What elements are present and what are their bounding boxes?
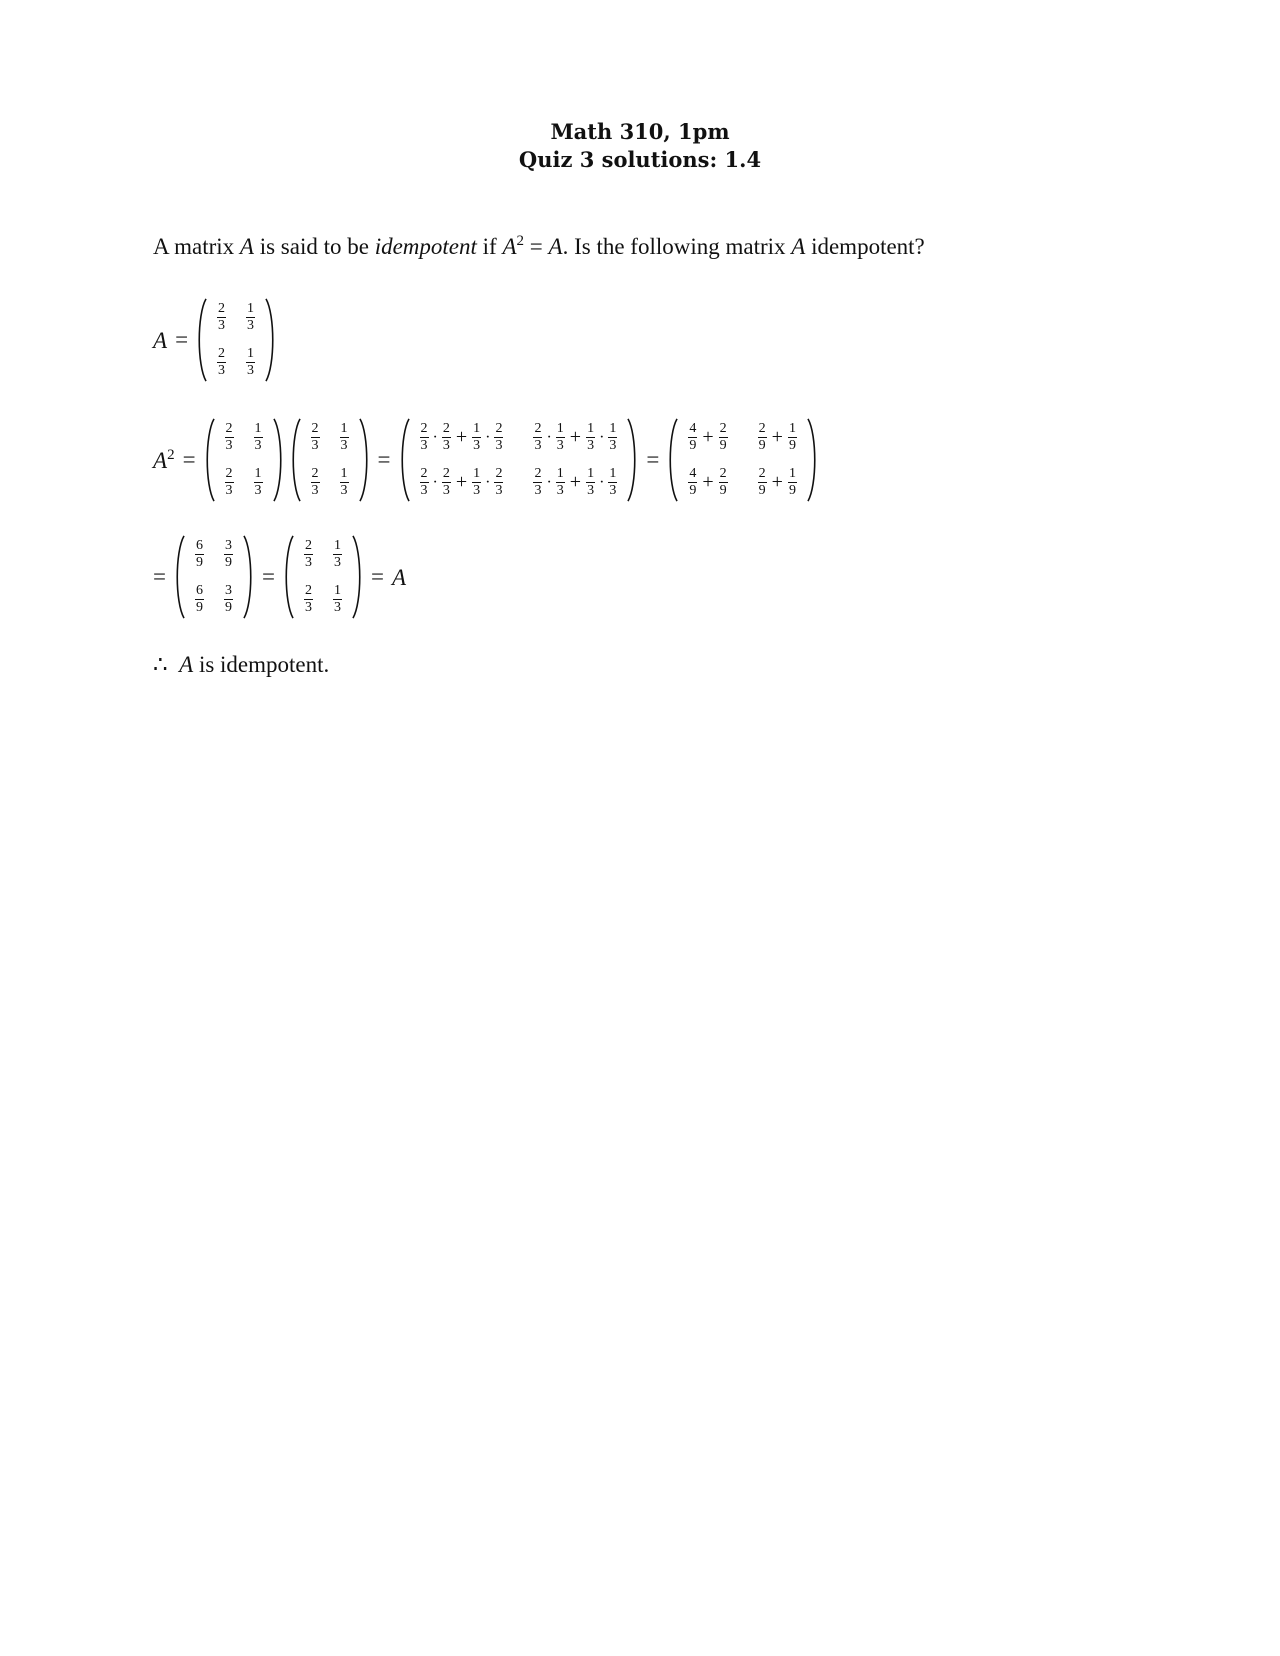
- matrix-entry: [223, 539, 234, 570]
- fraction: [217, 302, 226, 333]
- numerator: 2: [311, 466, 319, 481]
- fraction: [311, 467, 320, 498]
- therefore-symbol: ∴: [153, 652, 168, 677]
- matrix-A: [196, 298, 276, 382]
- fraction: [217, 347, 226, 378]
- plus-sign: +: [569, 426, 582, 448]
- denominator: 3: [340, 438, 348, 453]
- denominator: 3: [442, 483, 450, 498]
- quiz-header: [0, 118, 1280, 174]
- math-var: A: [179, 652, 194, 677]
- denominator: 9: [719, 483, 727, 498]
- fraction: [224, 584, 233, 615]
- plus-sign: +: [455, 426, 468, 448]
- math-var: A: [153, 327, 168, 353]
- matrix-entries: [411, 418, 627, 502]
- left-paren: [204, 418, 216, 502]
- denominator: 3: [254, 483, 262, 498]
- numerator: 2: [304, 538, 312, 553]
- math-var: $A^2$: [153, 446, 175, 473]
- fraction: [586, 467, 595, 498]
- numerator: 2: [758, 466, 766, 481]
- right-paren: [242, 535, 254, 619]
- multiply-dot: ·: [485, 428, 491, 446]
- equals-sign: =: [370, 564, 384, 589]
- numerator: 1: [609, 421, 617, 436]
- denominator: 9: [195, 555, 203, 570]
- numerator: 2: [225, 466, 233, 481]
- conclusion: [153, 650, 329, 680]
- matrix-entry: [224, 467, 235, 498]
- equals-sign: =: [175, 327, 189, 352]
- matrix-entry: [245, 347, 256, 378]
- denominator: 3: [495, 483, 503, 498]
- denominator: 3: [473, 483, 481, 498]
- problem-text: if: [476, 234, 503, 259]
- numerator: 2: [420, 421, 428, 436]
- fraction: [304, 584, 313, 615]
- matrix-entry: [216, 347, 227, 378]
- matrix-entry: [687, 422, 728, 453]
- matrix-entry: [532, 467, 618, 498]
- denominator: 3: [420, 438, 428, 453]
- plus-sign: +: [569, 471, 582, 493]
- math-var: A: [502, 234, 517, 259]
- numerator: 1: [333, 538, 341, 553]
- fraction: [758, 422, 767, 453]
- numerator: 1: [788, 421, 796, 436]
- square-computation: [153, 418, 818, 502]
- problem-text: A matrix: [153, 234, 240, 259]
- denominator: 3: [254, 438, 262, 453]
- denominator: 9: [689, 483, 697, 498]
- denominator: 3: [340, 483, 348, 498]
- numerator: 1: [788, 466, 796, 481]
- numerator: 2: [719, 466, 727, 481]
- denominator: 3: [587, 483, 595, 498]
- matrix-entry: [253, 467, 264, 498]
- fraction: [304, 539, 313, 570]
- fraction: [420, 467, 429, 498]
- matrix-A-factor-right: [290, 418, 370, 502]
- fraction: [195, 539, 204, 570]
- multiply-dot: ·: [432, 428, 438, 446]
- denominator: 3: [587, 438, 595, 453]
- denominator: 9: [224, 555, 232, 570]
- course-title: Math 310, 1pm: [550, 119, 730, 144]
- numerator: 2: [534, 466, 542, 481]
- plus-sign: +: [455, 471, 468, 493]
- matrix-entry: [245, 302, 256, 333]
- definition-of-A: [153, 298, 276, 382]
- fraction: [788, 422, 797, 453]
- fraction: [340, 467, 349, 498]
- denominator: 3: [225, 483, 233, 498]
- numerator: 2: [719, 421, 727, 436]
- equals-sign: =: [261, 564, 275, 589]
- matrix-ninths: [174, 535, 254, 619]
- numerator: 2: [442, 466, 450, 481]
- denominator: 3: [218, 318, 226, 333]
- denominator: 3: [333, 555, 341, 570]
- fraction: [688, 467, 697, 498]
- denominator: 3: [534, 438, 542, 453]
- plus-sign: +: [771, 471, 783, 493]
- fraction: [472, 422, 481, 453]
- fraction: [442, 467, 451, 498]
- numerator: 1: [254, 466, 262, 481]
- numerator: 2: [534, 421, 542, 436]
- numerator: 1: [254, 421, 262, 436]
- denominator: 3: [556, 438, 564, 453]
- problem-text: . Is the following matrix: [562, 234, 792, 259]
- matrix-entry: [253, 422, 264, 453]
- left-paren: [667, 418, 679, 502]
- matrix-entry: [224, 422, 235, 453]
- matrix-entry: [223, 584, 234, 615]
- fraction: [556, 422, 565, 453]
- fraction: [333, 584, 342, 615]
- math-var: A: [239, 234, 254, 259]
- fraction: [246, 302, 255, 333]
- fraction: [788, 467, 797, 498]
- numerator: 1: [247, 301, 255, 316]
- numerator: 6: [195, 583, 203, 598]
- matrix-entries: [679, 418, 806, 502]
- fraction: [758, 467, 767, 498]
- matrix-entries: [302, 418, 358, 502]
- numerator: 1: [587, 421, 595, 436]
- math-var: A: [548, 234, 563, 259]
- fraction: [340, 422, 349, 453]
- fraction: [719, 422, 728, 453]
- numerator: 1: [556, 421, 564, 436]
- math-var: A: [391, 564, 407, 590]
- denominator: 3: [534, 483, 542, 498]
- multiply-dot: ·: [599, 473, 605, 491]
- numerator: 2: [218, 346, 226, 361]
- right-paren: [272, 418, 284, 502]
- matrix-entries: [186, 535, 242, 619]
- matrix-entries: [208, 298, 264, 382]
- matrix-entry: [339, 467, 350, 498]
- plus-sign: +: [771, 426, 783, 448]
- fraction: [472, 467, 481, 498]
- denominator: 3: [556, 483, 564, 498]
- fraction: [688, 422, 697, 453]
- right-paren: [806, 418, 818, 502]
- problem-text: idempotent?: [805, 234, 925, 259]
- fraction: [442, 422, 451, 453]
- math-var: A: [791, 234, 806, 259]
- denominator: 3: [218, 363, 226, 378]
- denominator: 3: [495, 438, 503, 453]
- multiply-dot: ·: [546, 473, 552, 491]
- matrix-entry: [757, 422, 798, 453]
- defined-term: idempotent: [374, 234, 477, 259]
- matrix-entry: [757, 467, 798, 498]
- matrix-thirds: [283, 535, 363, 619]
- problem-statement: [153, 232, 1153, 262]
- fraction: [556, 467, 565, 498]
- fraction: [333, 539, 342, 570]
- numerator: 1: [340, 466, 348, 481]
- denominator: 9: [758, 438, 766, 453]
- denominator: 9: [788, 438, 796, 453]
- denominator: 3: [442, 438, 450, 453]
- fraction: [533, 422, 542, 453]
- matrix-entry: [310, 467, 321, 498]
- fraction: [225, 467, 234, 498]
- numerator: 4: [689, 421, 697, 436]
- numerator: 6: [195, 538, 203, 553]
- plus-sign: +: [702, 471, 714, 493]
- problem-text: is said to be: [253, 234, 375, 259]
- fraction: [254, 422, 263, 453]
- fraction: [494, 422, 503, 453]
- denominator: 3: [311, 483, 319, 498]
- multiply-dot: ·: [485, 473, 491, 491]
- denominator: 9: [719, 438, 727, 453]
- right-paren: [358, 418, 370, 502]
- matrix-entries: [216, 418, 272, 502]
- numerator: 2: [495, 466, 503, 481]
- equals-sign: =: [646, 447, 660, 472]
- fraction: [719, 467, 728, 498]
- problem-text: =: [524, 234, 549, 259]
- numerator: 2: [225, 421, 233, 436]
- multiply-dot: ·: [432, 473, 438, 491]
- denominator: 9: [788, 483, 796, 498]
- numerator: 2: [758, 421, 766, 436]
- numerator: 2: [442, 421, 450, 436]
- fraction: [608, 422, 617, 453]
- matrix-A-factor-left: [204, 418, 284, 502]
- denominator: 3: [333, 600, 341, 615]
- numerator: 1: [587, 466, 595, 481]
- matrix-entry: [332, 584, 343, 615]
- multiply-dot: ·: [546, 428, 552, 446]
- matrix-entry: [339, 422, 350, 453]
- right-paren: [351, 535, 363, 619]
- matrix-entry: [310, 422, 321, 453]
- denominator: 3: [304, 600, 312, 615]
- fraction: [586, 422, 595, 453]
- numerator: 2: [311, 421, 319, 436]
- denominator: 3: [609, 438, 617, 453]
- denominator: 3: [473, 438, 481, 453]
- matrix-entry: [194, 584, 205, 615]
- equals-sign: =: [153, 564, 166, 589]
- right-paren: [626, 418, 638, 502]
- fraction: [195, 584, 204, 615]
- matrix-entry: [419, 422, 505, 453]
- numerator: 3: [224, 583, 232, 598]
- left-paren: [196, 298, 208, 382]
- numerator: 1: [333, 583, 341, 598]
- fraction: [420, 422, 429, 453]
- denominator: 9: [224, 600, 232, 615]
- left-paren: [399, 418, 411, 502]
- conclusion-text: is idempotent.: [193, 652, 330, 677]
- equals-sign: =: [377, 447, 391, 472]
- numerator: 2: [218, 301, 226, 316]
- numerator: 3: [224, 538, 232, 553]
- fraction: [224, 539, 233, 570]
- numerator: 2: [495, 421, 503, 436]
- exponent: 2: [516, 233, 525, 249]
- denominator: 3: [304, 555, 312, 570]
- fraction: [254, 467, 263, 498]
- matrix-product-expansion: [399, 418, 639, 502]
- denominator: 3: [420, 483, 428, 498]
- left-paren: [174, 535, 186, 619]
- numerator: 1: [556, 466, 564, 481]
- matrix-entry: [532, 422, 618, 453]
- fraction: [608, 467, 617, 498]
- denominator: 9: [758, 483, 766, 498]
- numerator: 1: [340, 421, 348, 436]
- denominator: 9: [195, 600, 203, 615]
- numerator: 2: [420, 466, 428, 481]
- quiz-title: Quiz 3 solutions: 1.4: [518, 147, 762, 172]
- denominator: 3: [609, 483, 617, 498]
- fraction: [225, 422, 234, 453]
- matrix-entry: [687, 467, 728, 498]
- simplification: [153, 535, 406, 619]
- multiply-dot: ·: [599, 428, 605, 446]
- denominator: 3: [311, 438, 319, 453]
- numerator: 1: [609, 466, 617, 481]
- equals-sign: =: [182, 447, 196, 472]
- fraction: [246, 347, 255, 378]
- numerator: 1: [473, 466, 481, 481]
- numerator: 1: [473, 421, 481, 436]
- fraction: [494, 467, 503, 498]
- numerator: 1: [247, 346, 255, 361]
- fraction: [533, 467, 542, 498]
- matrix-entry: [303, 584, 314, 615]
- denominator: 3: [247, 363, 255, 378]
- numerator: 4: [689, 466, 697, 481]
- matrix-product-sums: [667, 418, 818, 502]
- matrix-entry: [332, 539, 343, 570]
- denominator: 3: [247, 318, 255, 333]
- matrix-entry: [303, 539, 314, 570]
- numerator: 2: [304, 583, 312, 598]
- matrix-entry: [194, 539, 205, 570]
- plus-sign: +: [702, 426, 714, 448]
- fraction: [311, 422, 320, 453]
- denominator: 3: [225, 438, 233, 453]
- exponent: 2: [167, 446, 175, 463]
- left-paren: [283, 535, 295, 619]
- denominator: 9: [689, 438, 697, 453]
- matrix-entries: [295, 535, 351, 619]
- left-paren: [290, 418, 302, 502]
- matrix-entry: [216, 302, 227, 333]
- matrix-entry: [419, 467, 505, 498]
- right-paren: [264, 298, 276, 382]
